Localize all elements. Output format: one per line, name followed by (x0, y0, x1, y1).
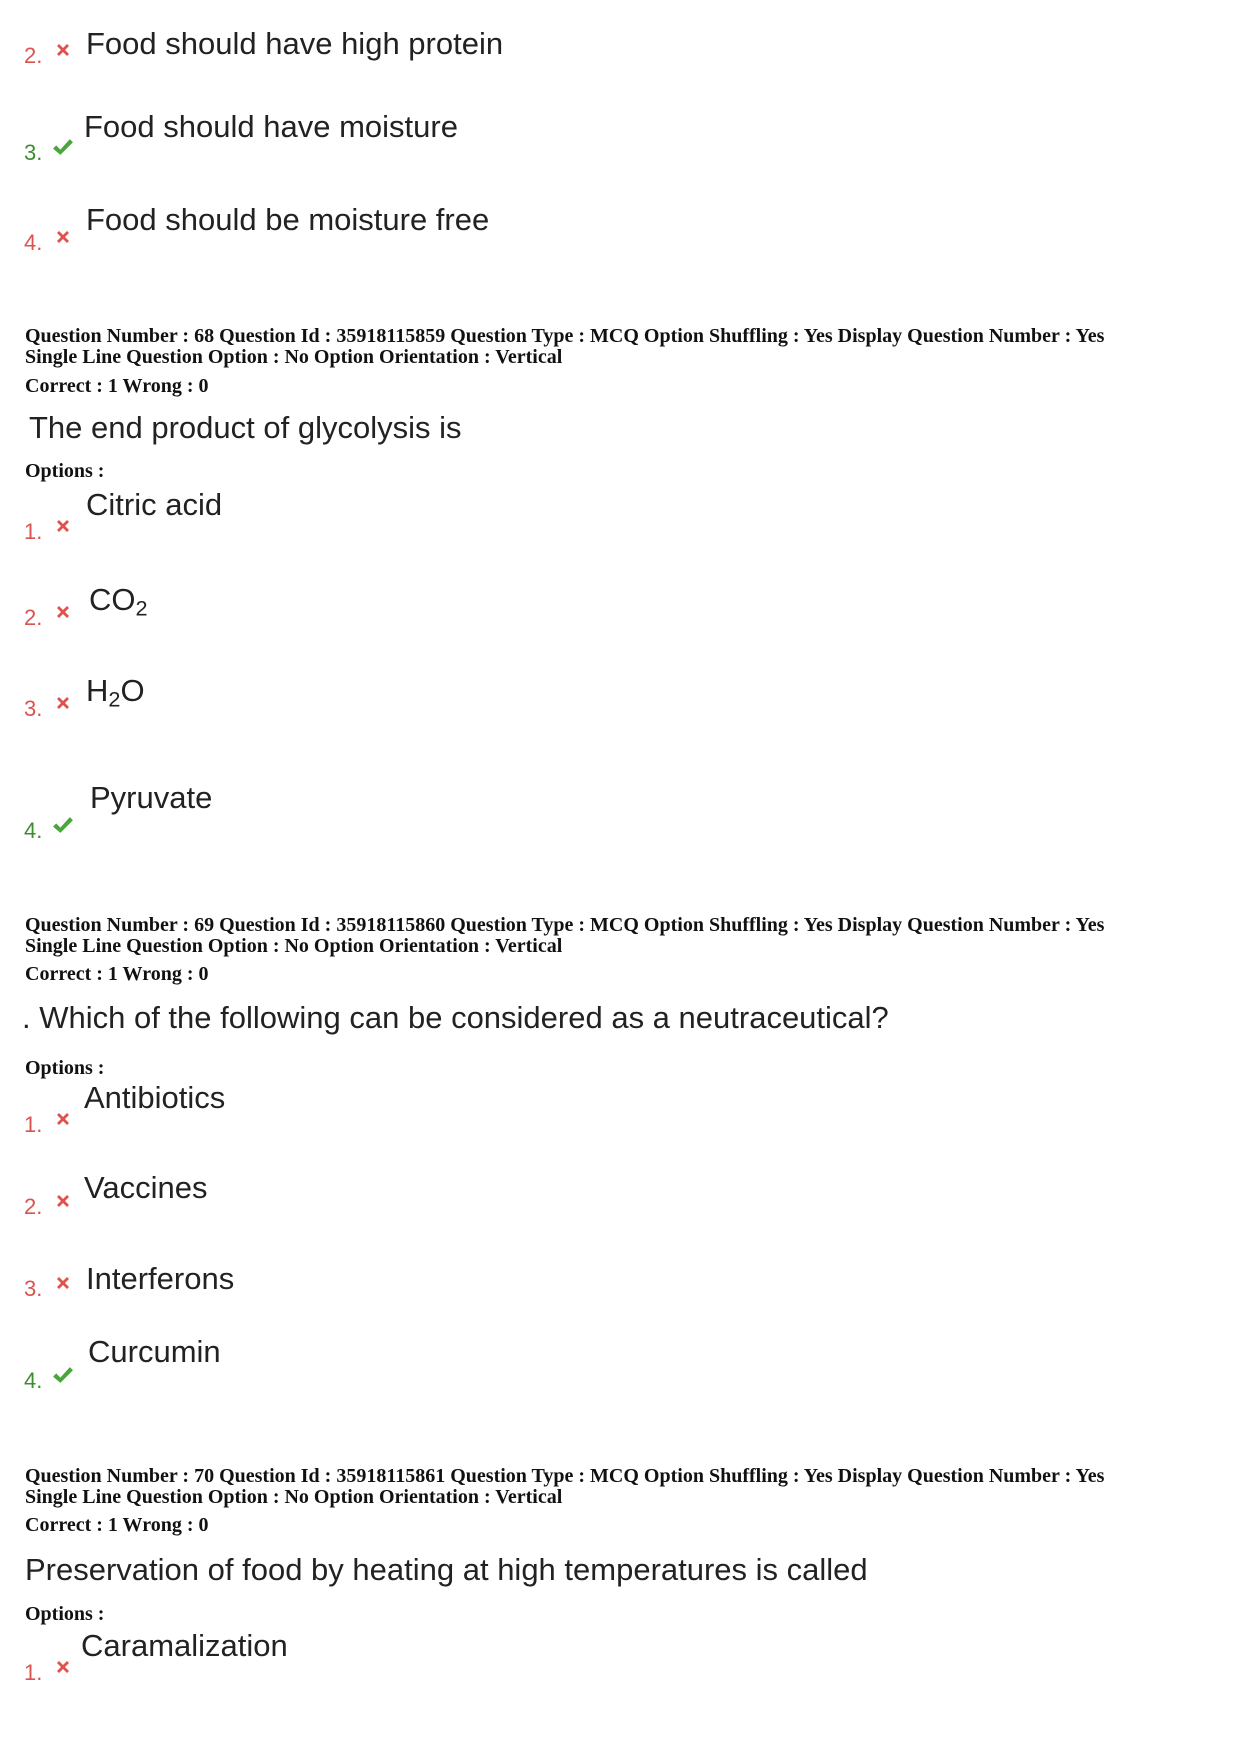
question-meta-line: Question Number : 70 Question Id : 35918115861 Question Type : MCQ Option Shuffling : Yes Display Question Number : Yes (25, 1465, 1105, 1487)
question-meta-line: Question Number : 69 Question Id : 35918115860 Question Type : MCQ Option Shuffling : Yes Display Question Number : Yes (25, 914, 1105, 936)
options-label: Options : (25, 460, 105, 482)
option-text: $H_2O$ (86, 673, 145, 712)
option-number: 4. (24, 1368, 43, 1393)
check-icon (52, 1365, 74, 1385)
option-number: 1. (24, 519, 43, 544)
option-number: 2. (24, 1194, 43, 1219)
question-text: Preservation of food by heating at high temperatures is called (25, 1552, 868, 1587)
option-number: 3. (24, 696, 43, 721)
option-text: Antibiotics (84, 1080, 226, 1115)
option-number: 3. (24, 140, 43, 165)
option-number: 1. (24, 1112, 43, 1137)
option-text: Curcumin (88, 1334, 221, 1369)
option-text: Pyruvate (90, 780, 213, 815)
cross-icon (54, 517, 72, 535)
option-text: Food should be moisture free (86, 202, 490, 237)
option-text: Citric acid (86, 487, 223, 522)
cross-icon (54, 41, 72, 59)
check-icon (52, 137, 74, 157)
option-number: 1. (24, 1660, 43, 1685)
option-text: $CO_2$ (89, 582, 148, 621)
cross-icon (54, 228, 72, 246)
option-text: Vaccines (84, 1170, 208, 1205)
question-meta-line: Single Line Question Option : No Option Orientation : Vertical (25, 1486, 563, 1508)
option-number: 4. (24, 818, 43, 843)
cross-icon (54, 1274, 72, 1292)
option-number: 3. (24, 1276, 43, 1301)
check-icon (52, 815, 74, 835)
marks-line: Correct : 1 Wrong : 0 (25, 963, 209, 985)
question-meta-line: Question Number : 68 Question Id : 35918115859 Question Type : MCQ Option Shuffling : Yes Display Question Number : Yes (25, 325, 1105, 347)
option-text: Caramalization (81, 1628, 288, 1663)
option-number: 2. (24, 605, 43, 630)
cross-icon (54, 603, 72, 621)
option-text: Food should have moisture (84, 109, 458, 144)
options-label: Options : (25, 1057, 105, 1079)
cross-icon (54, 1192, 72, 1210)
cross-icon (54, 694, 72, 712)
option-text: Food should have high protein (86, 26, 504, 61)
question-meta-line: Single Line Question Option : No Option Orientation : Vertical (25, 346, 563, 368)
marks-line: Correct : 1 Wrong : 0 (25, 1514, 209, 1536)
question-text: . Which of the following can be considered as a neutraceutical? (22, 1000, 889, 1035)
option-text: Interferons (86, 1261, 235, 1296)
question-meta-line: Single Line Question Option : No Option Orientation : Vertical (25, 935, 563, 957)
marks-line: Correct : 1 Wrong : 0 (25, 375, 209, 397)
question-text: The end product of glycolysis is (29, 410, 462, 445)
option-number: 2. (24, 43, 43, 68)
cross-icon (54, 1110, 72, 1128)
cross-icon (54, 1658, 72, 1676)
options-label: Options : (25, 1603, 105, 1625)
option-number: 4. (24, 230, 43, 255)
